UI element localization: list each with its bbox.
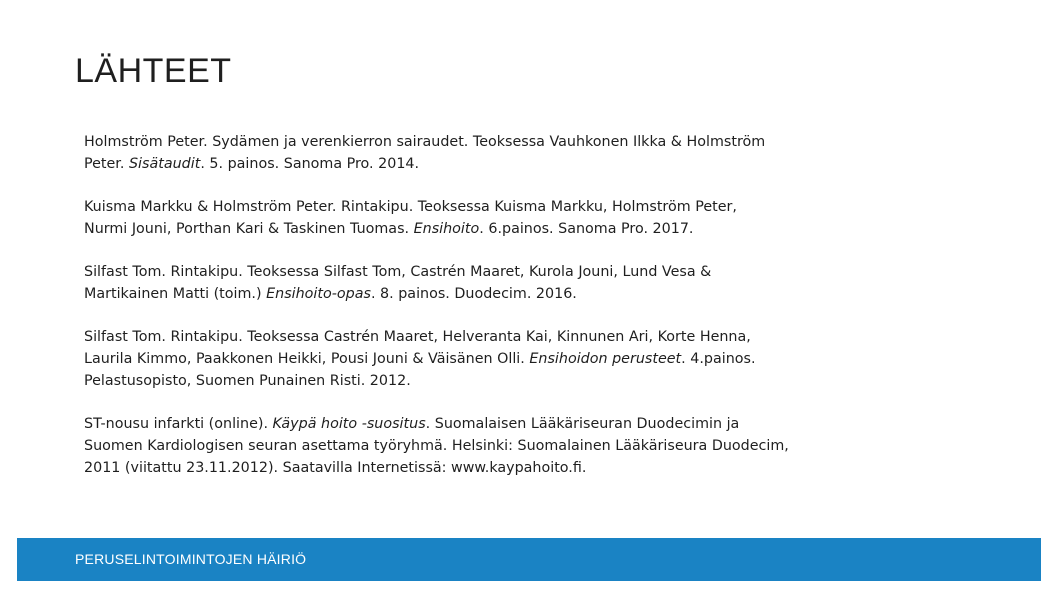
reference-title-italic: Ensihoidon perusteet — [529, 351, 682, 367]
reference-text: Silfast Tom. Rintakipu. Teoksessa Silfast Tom, Castrén Maaret, Kurola Jouni, Lund Vesa & — [84, 264, 712, 280]
reference-text: . Suomalaisen Lääkäriseuran Duodecimin ja — [425, 416, 740, 432]
reference-item — [84, 261, 824, 305]
reference-text: . 4.painos. — [681, 351, 756, 367]
reference-text: Pelastusopisto, Suomen Punainen Risti. 2012. — [84, 373, 411, 389]
reference-line — [84, 438, 789, 454]
page-title: LÄHTEET — [75, 52, 232, 90]
reference-text: Silfast Tom. Rintakipu. Teoksessa Castrén Maaret, Helveranta Kai, Kinnunen Ari, Korte Henna, — [84, 329, 751, 345]
reference-item — [84, 196, 824, 240]
reference-list — [84, 131, 824, 479]
reference-title-italic: Ensihoito — [413, 221, 480, 237]
reference-line — [84, 416, 739, 432]
reference-line — [84, 351, 756, 367]
reference-line — [84, 373, 411, 389]
reference-line — [84, 460, 586, 476]
reference-text: . 8. painos. Duodecim. 2016. — [370, 286, 577, 302]
reference-line — [84, 221, 693, 237]
reference-text: Holmström Peter. Sydämen ja verenkierron sairaudet. Teoksessa Vauhkonen Ilkka & Holmström — [84, 134, 766, 150]
reference-title-italic: Ensihoito-opas — [266, 286, 371, 302]
reference-title-italic: Sisätaudit — [128, 156, 201, 172]
footer-bar — [17, 538, 1041, 581]
reference-line — [84, 134, 765, 150]
reference-line — [84, 156, 419, 172]
footer-text: PERUSELINTOIMINTOJEN HÄIRIÖ — [75, 551, 307, 567]
reference-item — [84, 131, 824, 175]
reference-text: Martikainen Matti (toim.) — [84, 286, 267, 302]
reference-text: Nurmi Jouni, Porthan Kari & Taskinen Tuomas. — [84, 221, 414, 237]
reference-text: . 5. painos. Sanoma Pro. 2014. — [200, 156, 420, 172]
reference-item — [84, 326, 824, 392]
reference-text: . 6.painos. Sanoma Pro. 2017. — [479, 221, 694, 237]
reference-text: 2011 (viitattu 23.11.2012). Saatavilla Internetissä: www.kaypahoito.fi. — [84, 460, 587, 476]
reference-line — [84, 264, 711, 280]
reference-text: Suomen Kardiologisen seuran asettama työryhmä. Helsinki: Suomalainen Lääkäriseura Duodecim, — [84, 438, 789, 454]
reference-text: Peter. — [84, 156, 129, 172]
reference-text: Kuisma Markku & Holmström Peter. Rintakipu. Teoksessa Kuisma Markku, Holmström Peter, — [84, 199, 737, 215]
reference-title-italic: Käypä hoito -suositus — [272, 416, 426, 432]
reference-line — [84, 286, 577, 302]
reference-line — [84, 199, 737, 215]
reference-line — [84, 329, 751, 345]
reference-text: ST-nousu infarkti (online). — [84, 416, 273, 432]
reference-text: Laurila Kimmo, Paakkonen Heikki, Pousi Jouni & Väisänen Olli. — [84, 351, 530, 367]
reference-item — [84, 413, 824, 479]
